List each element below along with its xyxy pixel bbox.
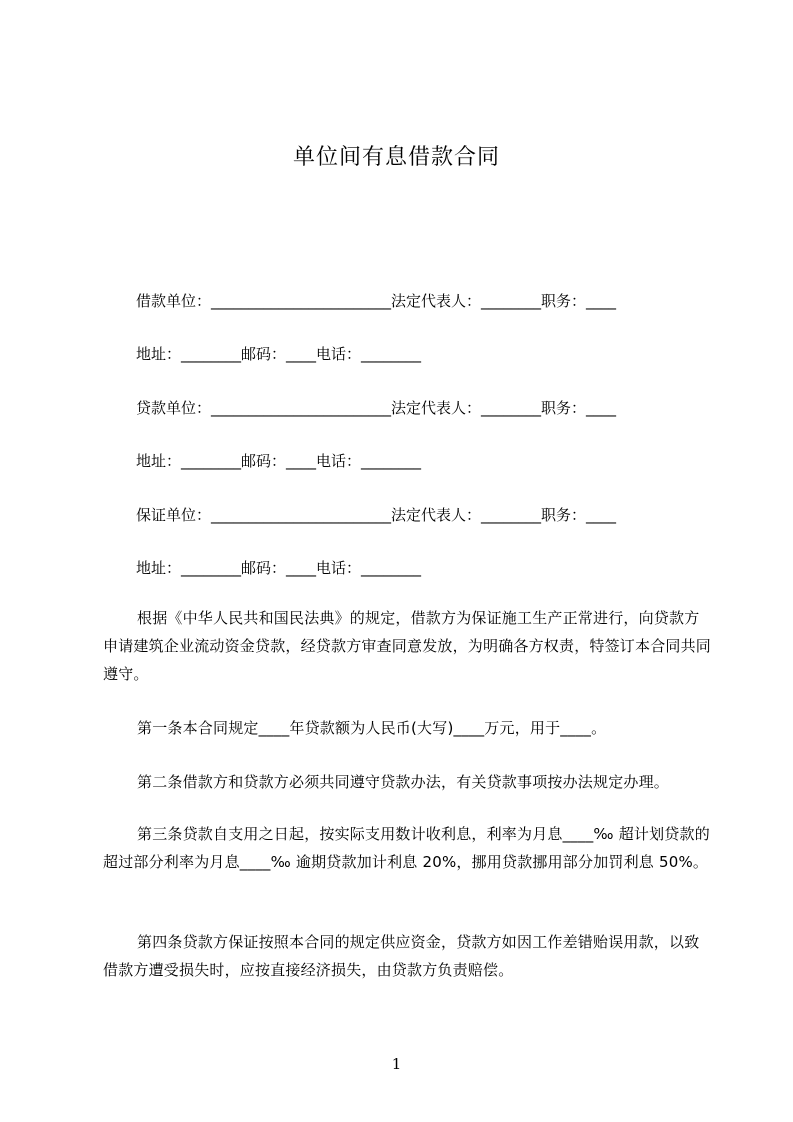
borrower-address-line: 地址：________邮码：____电话：________ [136,345,422,363]
guarantor-line: 保证单位：________________________法定代表人：________职务：____ [136,506,617,524]
borrower-line: 借款单位：________________________法定代表人：________职务：____ [136,292,617,310]
lender-address-line: 地址：________邮码：____电话：________ [136,452,422,470]
article-1-paragraph: 第一条本合同规定____年贷款额为人民币(大写)____万元，用于____。 [137,719,607,737]
article-2-paragraph: 第二条借款方和贷款方必须共同遵守贷款办法，有关贷款事项按办法规定办理。 [137,773,670,791]
guarantor-address-line: 地址：________邮码：____电话：________ [136,559,422,577]
page-number: 1 [391,1055,402,1073]
article-3-paragraph: 第三条贷款自支用之日起，按实际支用数计收利息，利率为月息____‰ 超计划贷款的超过部分利率为月息____‰ 逾期贷款加计利息 20%，挪用贷款挪用部分加罚利息 50%。 [103,825,710,871]
lender-line: 贷款单位：________________________法定代表人：________职务：____ [136,399,617,417]
document-title: 单位间有息借款合同 [292,145,500,170]
preamble-paragraph: 根据《中华人民共和国民法典》的规定，借款方为保证施工生产正常进行，向贷款方申请建筑企业流动资金贷款，经贷款方审查同意发放，为明确各方权责，特签订本合同共同遵守。 [103,609,712,683]
article-4-paragraph: 第四条贷款方保证按照本合同的规定供应资金，贷款方如因工作差错贻误用款，以致借款方遭受损失时，应按直接经济损失，由贷款方负责赔偿。 [103,933,700,979]
